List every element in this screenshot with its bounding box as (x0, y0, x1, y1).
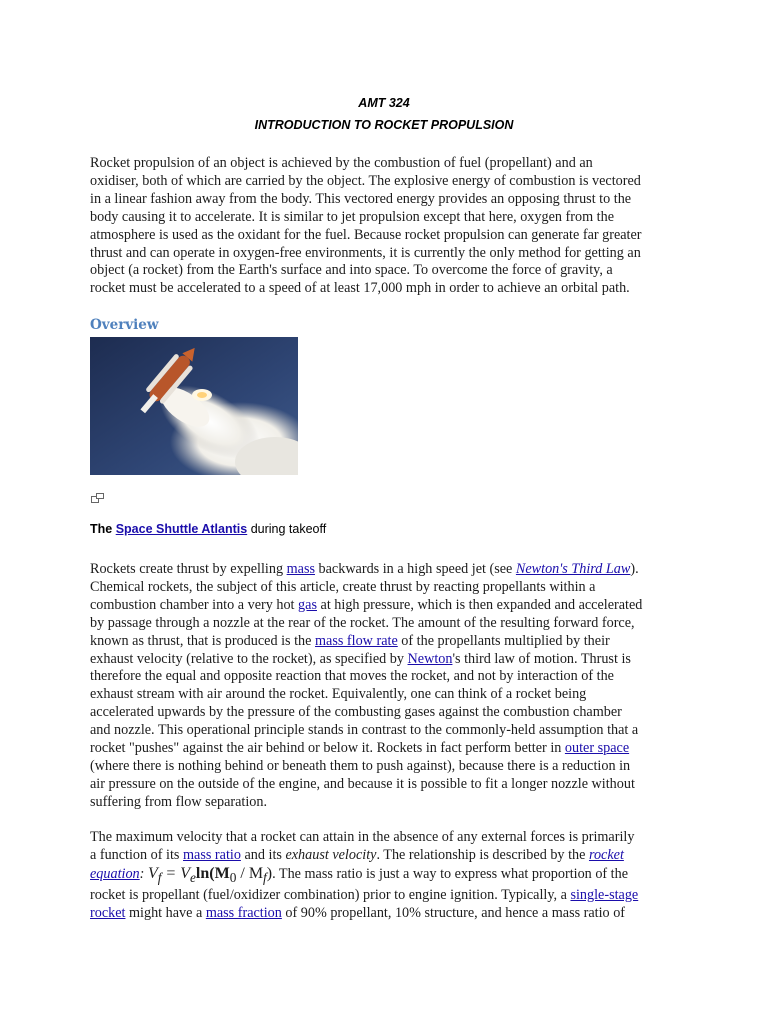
text-line: suffering from flow separation. (90, 793, 268, 810)
eq-part: e (190, 870, 196, 885)
velocity-paragraph (90, 829, 682, 923)
eq-part: f (263, 870, 267, 885)
rocket-equation-link-cont[interactable]: equation (90, 865, 140, 882)
text-run: of 90% propellant, 10% structure, and hence a mass ratio of (281, 904, 626, 921)
gas-link[interactable]: gas (298, 596, 317, 613)
mass-ratio-link[interactable]: mass ratio (183, 846, 241, 863)
expand-image-icon[interactable] (91, 490, 105, 500)
text-run: a function of its (90, 846, 183, 863)
text-line: Chemical rockets, the subject of this article, create thrust by reacting propellants within a (90, 578, 596, 595)
thrust-paragraph (90, 561, 682, 812)
text-line: air pressure on the outside of the engine, and because it is possible to fit a longer nozzle without (90, 775, 635, 792)
text-line: therefore the equal and opposite reaction that moves the rocket, and not by interaction of the (90, 668, 614, 685)
eq-part: ln(M (195, 864, 230, 882)
exhaust-velocity-term: exhaust velocity (285, 846, 377, 863)
intro-line: oxidiser, both of which are carried by the object. The explosive energy of combustion is vectored (90, 172, 641, 189)
intro-line: Rocket propulsion of an object is achieved by the combustion of fuel (propellant) and an (90, 155, 593, 171)
text-run: . The relationship is described by the (376, 846, 589, 863)
text-run: exhaust velocity (relative to the rocket), as specified by (90, 650, 408, 667)
caption-suffix: during takeoff (247, 522, 327, 536)
text-line: and nozzle. This operational principle stands in contrast to the commonly-held assumption that a (90, 722, 639, 739)
rocket-equation-formula (147, 864, 273, 885)
text-run: might have a (125, 904, 206, 921)
mass-fraction-link[interactable]: mass fraction (205, 904, 282, 921)
single-stage-rocket-link[interactable]: single-stage (570, 886, 639, 903)
mass-flow-rate-link[interactable]: mass flow rate (315, 632, 398, 649)
newtons-third-law-link[interactable]: Newton's Third Law (515, 561, 631, 577)
eq-part: = V (161, 864, 190, 882)
intro-paragraph (90, 155, 682, 298)
text-run: backwards in a high speed jet (see (314, 561, 516, 577)
rocket-equation-link[interactable]: rocket (588, 846, 624, 863)
text-run: rocket "pushes" against the air behind or below it. Rockets in fact perform better in (90, 740, 565, 757)
text-run: . The mass ratio is just a way to express what proportion of the (272, 865, 629, 882)
text-run: 's third law of motion. Thrust is (452, 650, 631, 667)
eq-part: V (147, 864, 158, 882)
text-line: accelerated upwards by the pressure of the combusting gases against the combustion chamber (90, 704, 622, 721)
text-run: and its (240, 846, 286, 863)
caption-prefix: The (90, 522, 116, 536)
text-line: The maximum velocity that a rocket can attain in the absence of any external forces is primarily (90, 829, 635, 845)
text-run: at high pressure, which is then expanded and accelerated (316, 596, 643, 613)
eq-part: / M (236, 864, 264, 882)
newton-link[interactable]: Newton (407, 650, 453, 667)
overview-heading: Overview (90, 317, 159, 333)
single-stage-rocket-link-cont[interactable]: rocket (90, 904, 126, 921)
text-run: Rockets create thrust by expelling (90, 561, 287, 577)
space-shuttle-atlantis-link[interactable]: Space Shuttle Atlantis (115, 522, 248, 536)
space-shuttle-photo (90, 337, 298, 475)
text-line: by passage through a nozzle at the rear of the rocket. The amount of the resulting forward force, (90, 614, 635, 631)
text-run: ). (630, 561, 639, 577)
image-caption (90, 522, 326, 536)
outer-space-link[interactable]: outer space (564, 740, 630, 757)
mass-link[interactable]: mass (286, 561, 315, 577)
text-run: : (139, 865, 148, 882)
eq-part: ) (266, 864, 273, 882)
eq-part: 0 (229, 870, 237, 885)
intro-line: thrust and can operate in oxygen-free environments, it is currently the only method for getting an (90, 244, 641, 261)
text-run: known as thrust, that is produced is the (90, 632, 315, 649)
intro-line: object (a rocket) from the Earth's surface and into space. To overcome the force of gravity, a (90, 262, 613, 279)
text-run: rocket is propellant (fuel/oxidizer combination) prior to engine ignition. Typically, a (90, 886, 571, 903)
text-run: combustion chamber into a very hot (90, 596, 299, 613)
intro-line: rocket must be accelerated to a speed of at least 17,000 mph in order to achieve an orbital path. (90, 280, 630, 297)
eq-part: f (157, 870, 162, 885)
course-code: AMT 324 (358, 96, 410, 110)
intro-line: in a linear fashion away from the body. This vectored energy provides an opposing thrust to the (90, 190, 632, 207)
text-run: of the propellants multiplied by their (397, 632, 610, 649)
text-line: exhaust stream with air around the rocket. Equivalently, one can think of a rocket being (90, 686, 587, 703)
intro-line: atmosphere is used as the oxidant for the fuel. Because rocket propulsion can generate far greater (90, 226, 642, 243)
text-line: (where there is nothing behind or beneath them to push against), because there is a reduction in (90, 757, 631, 774)
intro-line: body causing it to accelerate. It is similar to jet propulsion except that here, oxygen from the (90, 208, 614, 225)
document-title: INTRODUCTION TO ROCKET PROPULSION (254, 118, 514, 132)
